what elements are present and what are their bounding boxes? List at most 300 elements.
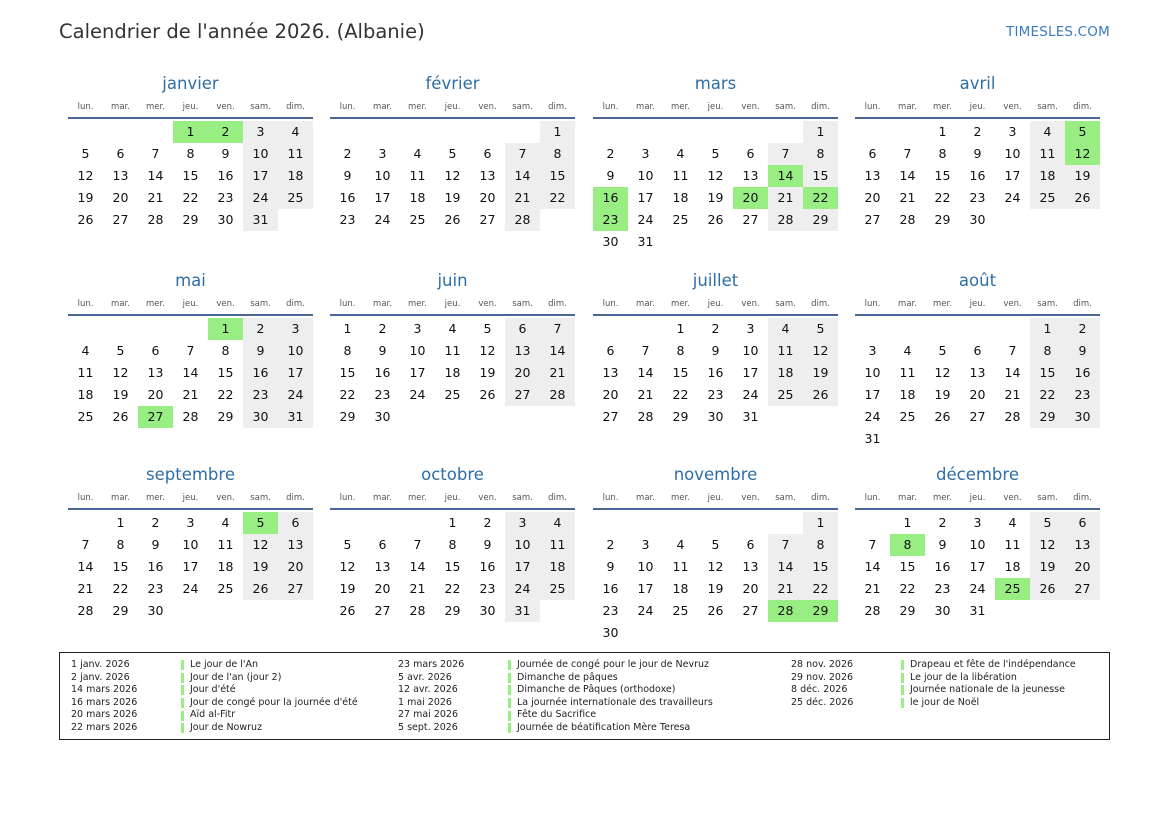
day-cell: 30 (374, 409, 391, 424)
holiday-legend (59, 652, 1110, 740)
day-cell: 30 (479, 603, 496, 618)
day-cell: 21 (864, 581, 881, 596)
month-name: décembre (936, 465, 1019, 484)
day-cell: 10 (742, 343, 759, 358)
day-cell: 2 (606, 146, 615, 161)
day-cell: 26 (1030, 578, 1065, 600)
weekday-label: jeu. (969, 493, 986, 503)
day-cell: 22 (1030, 384, 1065, 406)
day-cell: 24 (864, 409, 881, 424)
day-cell: 10 (864, 365, 881, 380)
day-cell: 14 (77, 559, 94, 574)
day-cell: 18 (444, 365, 461, 380)
day-cell: 20 (969, 387, 986, 402)
weekday-label: mer. (933, 493, 952, 503)
day-cell: 6 (151, 343, 160, 358)
day-cell: 20 (742, 581, 759, 596)
day-cell: 16 (374, 365, 391, 380)
day-cell: 18 (540, 556, 575, 578)
day-cell: 12 (77, 168, 94, 183)
weekday-label: sam. (512, 102, 533, 112)
day-cell: 25 (1030, 187, 1065, 209)
empty-cell (68, 318, 103, 340)
weekday-label: sam. (512, 493, 533, 503)
weekday-label: dim. (1073, 299, 1092, 309)
day-cell: 27 (864, 212, 881, 227)
month-divider (855, 314, 1100, 316)
weekday-label: mar. (898, 299, 917, 309)
day-cell: 7 (413, 537, 422, 552)
day-cell: 26 (707, 603, 724, 618)
legend-date: 1 mai 2026 (398, 696, 452, 708)
month-calendar (855, 270, 1100, 450)
day-cell: 29 (182, 212, 199, 227)
day-grid (855, 318, 1100, 450)
month-calendar (330, 464, 575, 622)
day-cell: 14 (864, 559, 881, 574)
day-cell: 9 (711, 343, 720, 358)
day-cell: 26 (707, 212, 724, 227)
month-name: février (425, 74, 480, 93)
day-cell: 28 (864, 603, 881, 618)
day-cell: 26 (444, 212, 461, 227)
day-cell: 18 (672, 190, 689, 205)
day-cell: 21 (147, 190, 164, 205)
month-name: août (958, 271, 997, 290)
day-cell: 9 (378, 343, 387, 358)
legend-item (71, 672, 358, 685)
day-cell: 31 (969, 603, 986, 618)
empty-cell (663, 121, 698, 143)
holiday-day-cell: 8 (890, 534, 925, 556)
weekday-label: jeu. (182, 299, 199, 309)
day-cell: 2 (151, 515, 160, 530)
month-calendar (593, 73, 838, 253)
day-cell: 26 (934, 409, 951, 424)
day-cell: 5 (1030, 512, 1065, 534)
day-cell: 26 (1065, 187, 1100, 209)
legend-holiday-name: Jour d'été (190, 684, 236, 696)
day-cell: 29 (899, 603, 916, 618)
month-calendar (855, 464, 1100, 622)
legend-date: 12 avr. 2026 (398, 684, 458, 696)
day-cell: 23 (339, 212, 356, 227)
holiday-day-cell: 28 (768, 600, 803, 622)
day-cell: 9 (606, 559, 615, 574)
day-cell: 21 (77, 581, 94, 596)
day-cell: 16 (1065, 362, 1100, 384)
month-name: avril (959, 74, 996, 93)
weekday-label: dim. (548, 102, 567, 112)
empty-cell (505, 121, 540, 143)
empty-cell (925, 318, 960, 340)
month-name: mars (694, 74, 737, 93)
day-cell: 18 (278, 165, 313, 187)
day-cell: 23 (479, 581, 496, 596)
day-cell: 25 (672, 603, 689, 618)
weekday-header (593, 489, 838, 508)
weekday-label: mar. (373, 299, 392, 309)
day-cell: 24 (969, 581, 986, 596)
day-cell: 15 (803, 165, 838, 187)
day-cell: 12 (934, 365, 951, 380)
day-cell: 11 (77, 365, 94, 380)
day-cell: 17 (637, 581, 654, 596)
day-cell: 23 (934, 581, 951, 596)
legend-column (398, 659, 713, 735)
day-cell: 21 (505, 187, 540, 209)
day-cell: 4 (903, 343, 912, 358)
holiday-marker-icon (181, 673, 184, 683)
empty-cell (365, 121, 400, 143)
empty-cell (138, 318, 173, 340)
empty-cell (628, 121, 663, 143)
day-cell: 9 (221, 146, 230, 161)
weekday-label: mer. (408, 102, 427, 112)
day-cell: 4 (676, 146, 685, 161)
day-cell: 20 (147, 387, 164, 402)
legend-holiday-name: Jour de l'an (jour 2) (190, 671, 282, 683)
day-cell: 8 (938, 146, 947, 161)
weekday-header (855, 98, 1100, 117)
day-cell: 24 (278, 384, 313, 406)
month-name: octobre (421, 465, 484, 484)
day-cell: 16 (969, 168, 986, 183)
empty-cell (68, 121, 103, 143)
day-cell: 25 (768, 384, 803, 406)
day-cell: 19 (1065, 165, 1100, 187)
day-grid (855, 121, 1100, 231)
day-cell: 15 (899, 559, 916, 574)
day-cell: 30 (602, 234, 619, 249)
legend-holiday-name: Dimanche de Pâques (orthodoxe) (517, 684, 676, 696)
day-cell: 22 (934, 190, 951, 205)
holiday-day-cell: 12 (1065, 143, 1100, 165)
weekday-label: lun. (602, 102, 619, 112)
day-cell: 16 (479, 559, 496, 574)
month-calendar (68, 464, 313, 622)
day-cell: 28 (637, 409, 654, 424)
day-cell: 7 (540, 318, 575, 340)
weekday-label: ven. (741, 299, 760, 309)
weekday-label: lun. (77, 102, 94, 112)
empty-cell (593, 318, 628, 340)
day-cell: 29 (1030, 406, 1065, 428)
day-cell: 26 (112, 409, 129, 424)
weekday-label: mer. (146, 102, 165, 112)
day-cell: 7 (151, 146, 160, 161)
month-calendar (593, 270, 838, 428)
day-cell: 15 (803, 556, 838, 578)
day-cell: 8 (186, 146, 195, 161)
weekday-label: ven. (478, 299, 497, 309)
day-cell: 18 (768, 362, 803, 384)
day-cell: 7 (768, 534, 803, 556)
holiday-marker-icon (181, 711, 184, 721)
weekday-label: jeu. (707, 102, 724, 112)
legend-item (71, 709, 358, 722)
day-grid (593, 512, 838, 644)
weekday-label: lun. (77, 493, 94, 503)
day-cell: 25 (540, 578, 575, 600)
legend-holiday-name: Aïd al-Fitr (190, 709, 236, 721)
day-cell: 12 (112, 365, 129, 380)
holiday-marker-icon (508, 711, 511, 721)
day-cell: 21 (540, 362, 575, 384)
day-cell: 14 (768, 556, 803, 578)
day-cell: 21 (1004, 387, 1021, 402)
day-cell: 3 (641, 537, 650, 552)
day-cell: 5 (803, 318, 838, 340)
day-cell: 5 (938, 343, 947, 358)
day-cell: 10 (243, 143, 278, 165)
day-cell: 24 (1004, 190, 1021, 205)
day-cell: 15 (217, 365, 234, 380)
day-cell: 10 (1004, 146, 1021, 161)
day-cell: 28 (768, 209, 803, 231)
day-cell: 25 (899, 409, 916, 424)
day-cell: 30 (1065, 406, 1100, 428)
empty-cell (173, 318, 208, 340)
month-divider (68, 314, 313, 316)
holiday-marker-icon (181, 698, 184, 708)
day-cell: 27 (374, 603, 391, 618)
day-cell: 2 (711, 321, 720, 336)
weekday-label: mar. (898, 493, 917, 503)
legend-item (398, 659, 713, 672)
weekday-label: lun. (864, 102, 881, 112)
legend-date: 14 mars 2026 (71, 684, 138, 696)
day-cell: 8 (116, 537, 125, 552)
day-cell: 28 (505, 209, 540, 231)
weekday-label: mer. (671, 299, 690, 309)
day-cell: 9 (973, 146, 982, 161)
weekday-label: ven. (1003, 493, 1022, 503)
day-cell: 21 (182, 387, 199, 402)
legend-item (791, 659, 1076, 672)
weekday-label: dim. (811, 493, 830, 503)
day-cell: 25 (409, 212, 426, 227)
weekday-label: lun. (864, 299, 881, 309)
day-cell: 10 (969, 537, 986, 552)
day-cell: 16 (934, 559, 951, 574)
legend-item (398, 709, 713, 722)
day-cell: 7 (1008, 343, 1017, 358)
day-cell: 4 (676, 537, 685, 552)
month-divider (68, 508, 313, 510)
day-cell: 21 (899, 190, 916, 205)
holiday-day-cell: 2 (208, 121, 243, 143)
day-cell: 8 (540, 143, 575, 165)
day-cell: 5 (81, 146, 90, 161)
day-cell: 28 (147, 212, 164, 227)
holiday-marker-icon (181, 685, 184, 695)
weekday-label: ven. (1003, 299, 1022, 309)
legend-date: 22 mars 2026 (71, 721, 138, 733)
day-cell: 18 (217, 559, 234, 574)
empty-cell (435, 121, 470, 143)
holiday-day-cell: 29 (803, 600, 838, 622)
day-cell: 18 (1004, 559, 1021, 574)
holiday-marker-icon (901, 685, 904, 695)
day-cell: 9 (938, 537, 947, 552)
weekday-label: jeu. (707, 299, 724, 309)
holiday-marker-icon (181, 723, 184, 733)
day-cell: 17 (864, 387, 881, 402)
day-cell: 14 (505, 165, 540, 187)
weekday-label: lun. (339, 299, 356, 309)
weekday-label: ven. (478, 493, 497, 503)
day-cell: 1 (116, 515, 125, 530)
weekday-label: jeu. (182, 493, 199, 503)
day-cell: 6 (116, 146, 125, 161)
day-cell: 19 (479, 365, 496, 380)
weekday-label: lun. (864, 493, 881, 503)
empty-cell (768, 121, 803, 143)
day-cell: 7 (903, 146, 912, 161)
day-cell: 16 (339, 190, 356, 205)
day-cell: 25 (217, 581, 234, 596)
day-cell: 8 (676, 343, 685, 358)
holiday-day-cell: 25 (995, 578, 1030, 600)
day-cell: 14 (182, 365, 199, 380)
month-calendar (330, 73, 575, 231)
day-cell: 28 (1004, 409, 1021, 424)
weekday-label: jeu. (444, 493, 461, 503)
month-name: mai (175, 271, 206, 290)
day-cell: 8 (448, 537, 457, 552)
day-cell: 16 (243, 362, 278, 384)
day-cell: 23 (602, 603, 619, 618)
weekday-label: lun. (602, 299, 619, 309)
day-cell: 11 (409, 168, 426, 183)
day-cell: 28 (899, 212, 916, 227)
day-cell: 20 (112, 190, 129, 205)
month-calendar (68, 73, 313, 231)
weekday-header (68, 98, 313, 117)
day-grid (593, 121, 838, 253)
day-cell: 12 (339, 559, 356, 574)
month-name: septembre (146, 465, 235, 484)
day-cell: 13 (969, 365, 986, 380)
legend-date: 1 janv. 2026 (71, 659, 130, 670)
month-divider (68, 117, 313, 119)
holiday-marker-icon (901, 660, 904, 670)
day-cell: 14 (409, 559, 426, 574)
weekday-label: dim. (286, 299, 305, 309)
day-cell: 19 (1030, 556, 1065, 578)
day-cell: 24 (637, 212, 654, 227)
day-cell: 1 (676, 321, 685, 336)
day-cell: 14 (147, 168, 164, 183)
weekday-header (68, 295, 313, 314)
day-grid (68, 121, 313, 231)
day-cell: 30 (602, 625, 619, 640)
legend-date: 5 avr. 2026 (398, 671, 452, 683)
holiday-day-cell: 23 (593, 209, 628, 231)
weekday-header (68, 489, 313, 508)
day-cell: 6 (505, 318, 540, 340)
empty-cell (995, 318, 1030, 340)
day-cell: 1 (803, 121, 838, 143)
month-calendar (855, 73, 1100, 231)
weekday-header (855, 295, 1100, 314)
day-cell: 18 (1030, 165, 1065, 187)
day-cell: 16 (217, 168, 234, 183)
weekday-label: sam. (775, 299, 796, 309)
day-cell: 2 (1065, 318, 1100, 340)
day-cell: 21 (768, 578, 803, 600)
day-cell: 2 (938, 515, 947, 530)
weekday-label: mer. (408, 299, 427, 309)
holiday-day-cell: 27 (138, 406, 173, 428)
day-cell: 5 (116, 343, 125, 358)
day-cell: 13 (1065, 534, 1100, 556)
day-cell: 5 (483, 321, 492, 336)
day-cell: 17 (505, 556, 540, 578)
day-grid (330, 512, 575, 622)
weekday-label: dim. (286, 493, 305, 503)
day-cell: 24 (505, 578, 540, 600)
day-cell: 30 (707, 409, 724, 424)
day-cell: 21 (768, 187, 803, 209)
weekday-label: mer. (408, 493, 427, 503)
day-cell: 13 (505, 340, 540, 362)
day-cell: 17 (742, 365, 759, 380)
day-cell: 3 (413, 321, 422, 336)
day-cell: 10 (278, 340, 313, 362)
legend-holiday-name: Journée de béatification Mère Teresa (517, 721, 691, 733)
month-divider (855, 117, 1100, 119)
legend-item (71, 722, 358, 735)
day-cell: 19 (112, 387, 129, 402)
holiday-day-cell: 1 (173, 121, 208, 143)
day-cell: 28 (409, 603, 426, 618)
brand-link[interactable]: TIMESLES.COM (1006, 24, 1110, 40)
weekday-label: mar. (373, 493, 392, 503)
weekday-label: lun. (77, 299, 94, 309)
day-cell: 27 (479, 212, 496, 227)
empty-cell (855, 512, 890, 534)
legend-holiday-name: Journée de congé pour le jour de Nevruz (517, 659, 710, 670)
weekday-label: ven. (216, 102, 235, 112)
holiday-day-cell: 22 (803, 187, 838, 209)
holiday-day-cell: 5 (243, 512, 278, 534)
legend-item (791, 684, 1076, 697)
day-cell: 15 (672, 365, 689, 380)
legend-date: 2 janv. 2026 (71, 671, 130, 683)
day-cell: 19 (707, 190, 724, 205)
weekday-label: mar. (111, 493, 130, 503)
day-cell: 22 (182, 190, 199, 205)
day-cell: 6 (1065, 512, 1100, 534)
day-cell: 13 (742, 559, 759, 574)
month-name: juin (437, 271, 468, 290)
day-cell: 10 (374, 168, 391, 183)
day-cell: 25 (672, 212, 689, 227)
legend-item (71, 697, 358, 710)
month-divider (593, 117, 838, 119)
holiday-marker-icon (508, 660, 511, 670)
day-cell: 4 (221, 515, 230, 530)
weekday-label: mar. (636, 493, 655, 503)
weekday-label: jeu. (707, 493, 724, 503)
day-cell: 17 (182, 559, 199, 574)
legend-item (71, 659, 358, 672)
empty-cell (733, 512, 768, 534)
legend-item (398, 672, 713, 685)
weekday-label: ven. (216, 493, 235, 503)
